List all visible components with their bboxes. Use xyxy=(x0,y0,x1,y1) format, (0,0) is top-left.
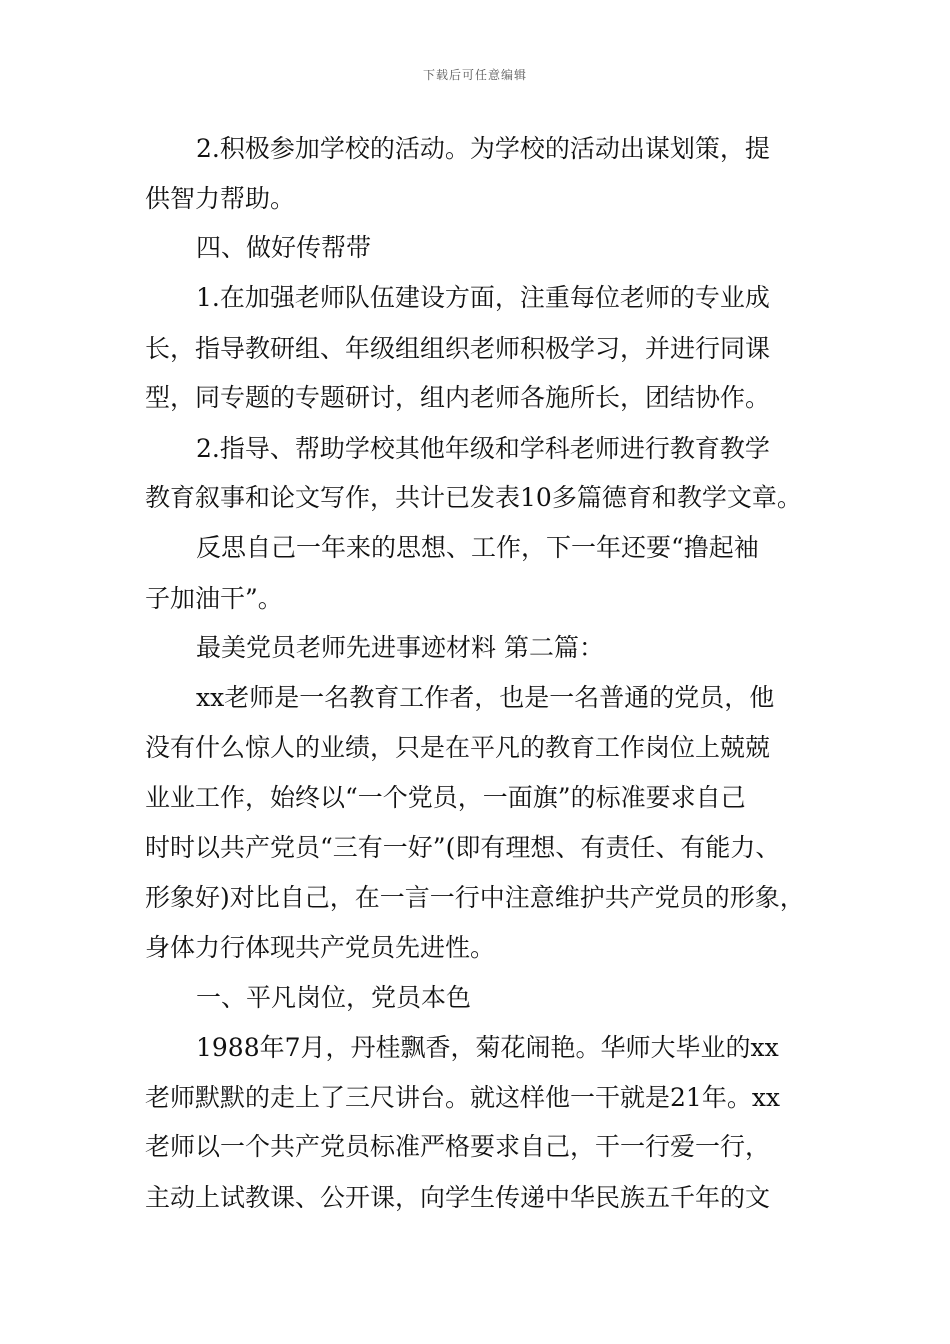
paragraph-line: 供智力帮助。 xyxy=(145,184,296,213)
paragraph-line: 2.积极参加学校的活动。为学校的活动出谋划策，提 xyxy=(196,134,770,163)
paragraph-line: 1988年7月，丹桂飘香，菊花闹艳。华师大毕业的xx xyxy=(196,1033,779,1062)
paragraph-line: 长，指导教研组、年级组组织老师积极学习，并进行同课 xyxy=(145,334,771,363)
paragraph-line: 业业工作，始终以“一个党员，一面旗”的标准要求自己 xyxy=(145,783,746,812)
paragraph-line: 子加油干”。 xyxy=(145,584,283,613)
paragraph-line: 教育叙事和论文写作，共计已发表10多篇德育和教学文章。 xyxy=(145,483,802,512)
paragraph-line: 形象好)对比自己，在一言一行中注意维护共产党员的形象， xyxy=(145,883,805,912)
section-heading: 一、平凡岗位，党员本色 xyxy=(196,983,472,1012)
paragraph-line: 时时以共产党员“三有一好”(即有理想、有责任、有能力、 xyxy=(145,833,781,862)
paragraph-line: 1.在加强老师队伍建设方面，注重每位老师的专业成 xyxy=(196,283,770,312)
paragraph-line: 主动上试教课、公开课，向学生传递中华民族五千年的文 xyxy=(145,1183,771,1212)
paragraph-line: 2.指导、帮助学校其他年级和学科老师进行教育教学 xyxy=(196,434,770,463)
paragraph-line: 没有什么惊人的业绩，只是在平凡的教育工作岗位上兢兢 xyxy=(145,733,771,762)
page-header: 下载后可任意编辑 xyxy=(422,68,527,82)
paragraph-line: 老师以一个共产党员标准严格要求自己，干一行爱一行， xyxy=(145,1132,771,1161)
paragraph-line: 老师默默的走上了三尺讲台。就这样他一干就是21年。xx xyxy=(145,1083,781,1112)
section-title: 最美党员老师先进事迹材料 第二篇： xyxy=(196,633,604,662)
paragraph-line: xx老师是一名教育工作者，也是一名普通的党员，他 xyxy=(196,683,775,712)
section-heading: 四、做好传帮带 xyxy=(196,233,372,262)
paragraph-line: 型，同专题的专题研讨，组内老师各施所长，团结协作。 xyxy=(145,383,771,412)
paragraph-line: 反思自己一年来的思想、工作，下一年还要“撸起袖 xyxy=(196,533,759,562)
paragraph-line: 身体力行体现共产党员先进性。 xyxy=(145,933,496,962)
